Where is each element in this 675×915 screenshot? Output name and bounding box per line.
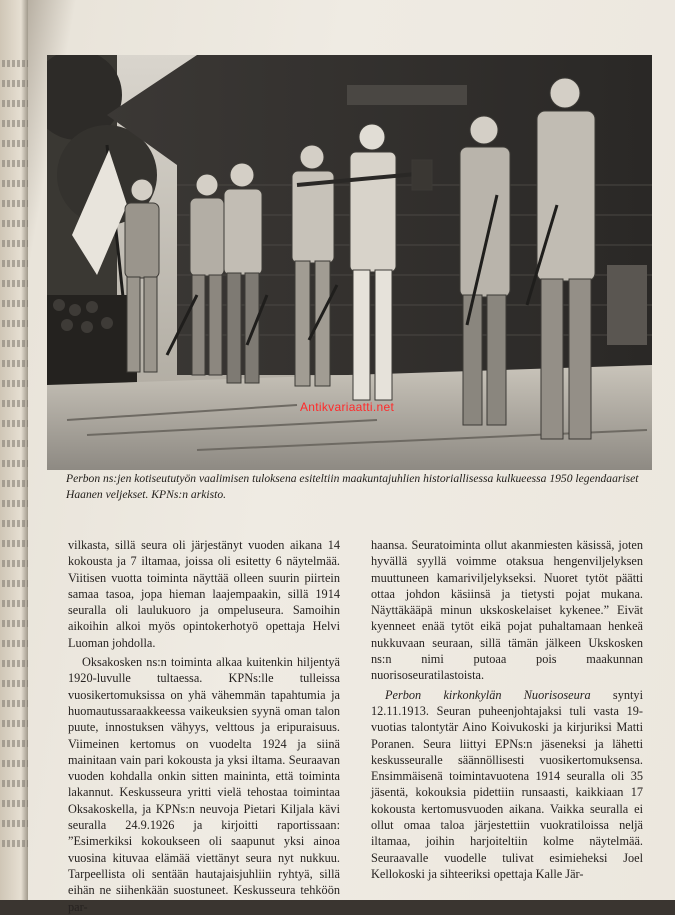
right-paragraph-1: haansa. Seuratoiminta ollut akanmiesten käsissä, joten hyvällä syyllä voimme otaksua hengenviljelyksen muuttuneen kamariviljelykseksi. Nuoret tytöt päätti ottaa johdon käsiinsä ja tietysti pojat mukana. Näyttäkääpä minun ukskoskelaiset kykenee.” Eivät kyenneet enää tytöt eikä pojat puhaltamaan henkeä nukkuvaan seuraan, sillä tämän jälkeen Ukskosken ns:n nimi putoaa pois maakunnan nuorisoseuratilastoista.: [371, 538, 643, 683]
right-paragraph-2-text: syntyi 12.11.1913. Seuran puheenjohtajaksi tuli vasta 19-vuotias talontytär Aino Koivukoski ja kirjuriksi Matti Poranen. Seura liittyi EPNs:n jäseneksi ja lähetti keskusseuralle säännöllisesti vuosikertomuksensa. Ensimmäisenä toimintavuotena 1914 seuralla oli 35 jäsentä, kokouksia pidettiin runsaasti, kaikkiaan 17 kokousta kertomusvuoden aikana. Vaikka seuralla ei ollut omaa taloa järjestettiin vuokratiloissa neljä iltamaa, joihin harjoiteltiin kolme näytelmää. Seuraavalle vuodelle tulivat esimieheksi Joel Kellokoski ja sihteeriksi opettaja Kalle Jär-: [371, 687, 643, 881]
left-paragraph-2: Oksakosken ns:n toiminta alkaa kuitenkin hiljentyä 1920-luvulle tultaessa. KPNs:lle tulleissa vuosikertomuksissa on yhä vähemmän tapahtumia ja huomautussaraakkeessa vaikeuksien syynä oman talon puute, innostuksen vähyys, velttous ja eripuraisuus. Viimeinen kertomus on vuodelta 1924 ja siinä mainitaan vain pari kokousta ja yksi iltama. Seuraavan vuoden kohdalla onkin sitten maininta, että toiminta lakannut. Keskusseura yritti vielä tehostaa toimintaa Oksakoskella, ja KPNs:n neuvoja Pietari Kiljala kävi seuralla 24.9.1926 ja kirjoitti raportissaan: ”Esimerkiksi kokoukseen oli saapunut yksi ainoa vuosina kituvaa elämää viettänyt seura nyt nukkuu. Tarpeellista oli sentään hautajaisjuhliin ryhtyä, sillä eihän ne siihenkään suostuneet. Keskusseura tehköön par-: [68, 655, 340, 914]
photo-caption: Perbon ns:jen kotiseututyön vaalimisen tuloksena esiteltiin maakuntajuhlien historiallisessa kulkueessa 1950 legendaariset Haanen veljekset. KPNs:n arkisto.: [66, 472, 639, 501]
watermark-text: Antikvariaatti.net: [300, 400, 395, 414]
previous-page-edge: [0, 0, 30, 900]
section-heading: Perbon kirkonkylän Nuorisoseura: [385, 687, 591, 702]
historical-photo: [47, 55, 652, 470]
right-text-column: [371, 537, 643, 882]
right-paragraph-2: [371, 687, 643, 883]
left-text-column: [68, 537, 340, 915]
left-paragraph-1: vilkasta, sillä seura oli järjestänyt vuoden aikana 14 kokousta ja 7 iltamaa, joissa oli esitetty 6 näytelmää. Viitisen vuotta toiminta näyttää olleen suurin piirtein samaa tasoa, jopa hieman laajempaakin, sillä 1914 seuralla oli laulukuoro ja ompeluseura. Samoihin aikoihin alkoi myös opintokerhotyö opettaja Helvi Luoman johdolla.: [68, 538, 340, 650]
